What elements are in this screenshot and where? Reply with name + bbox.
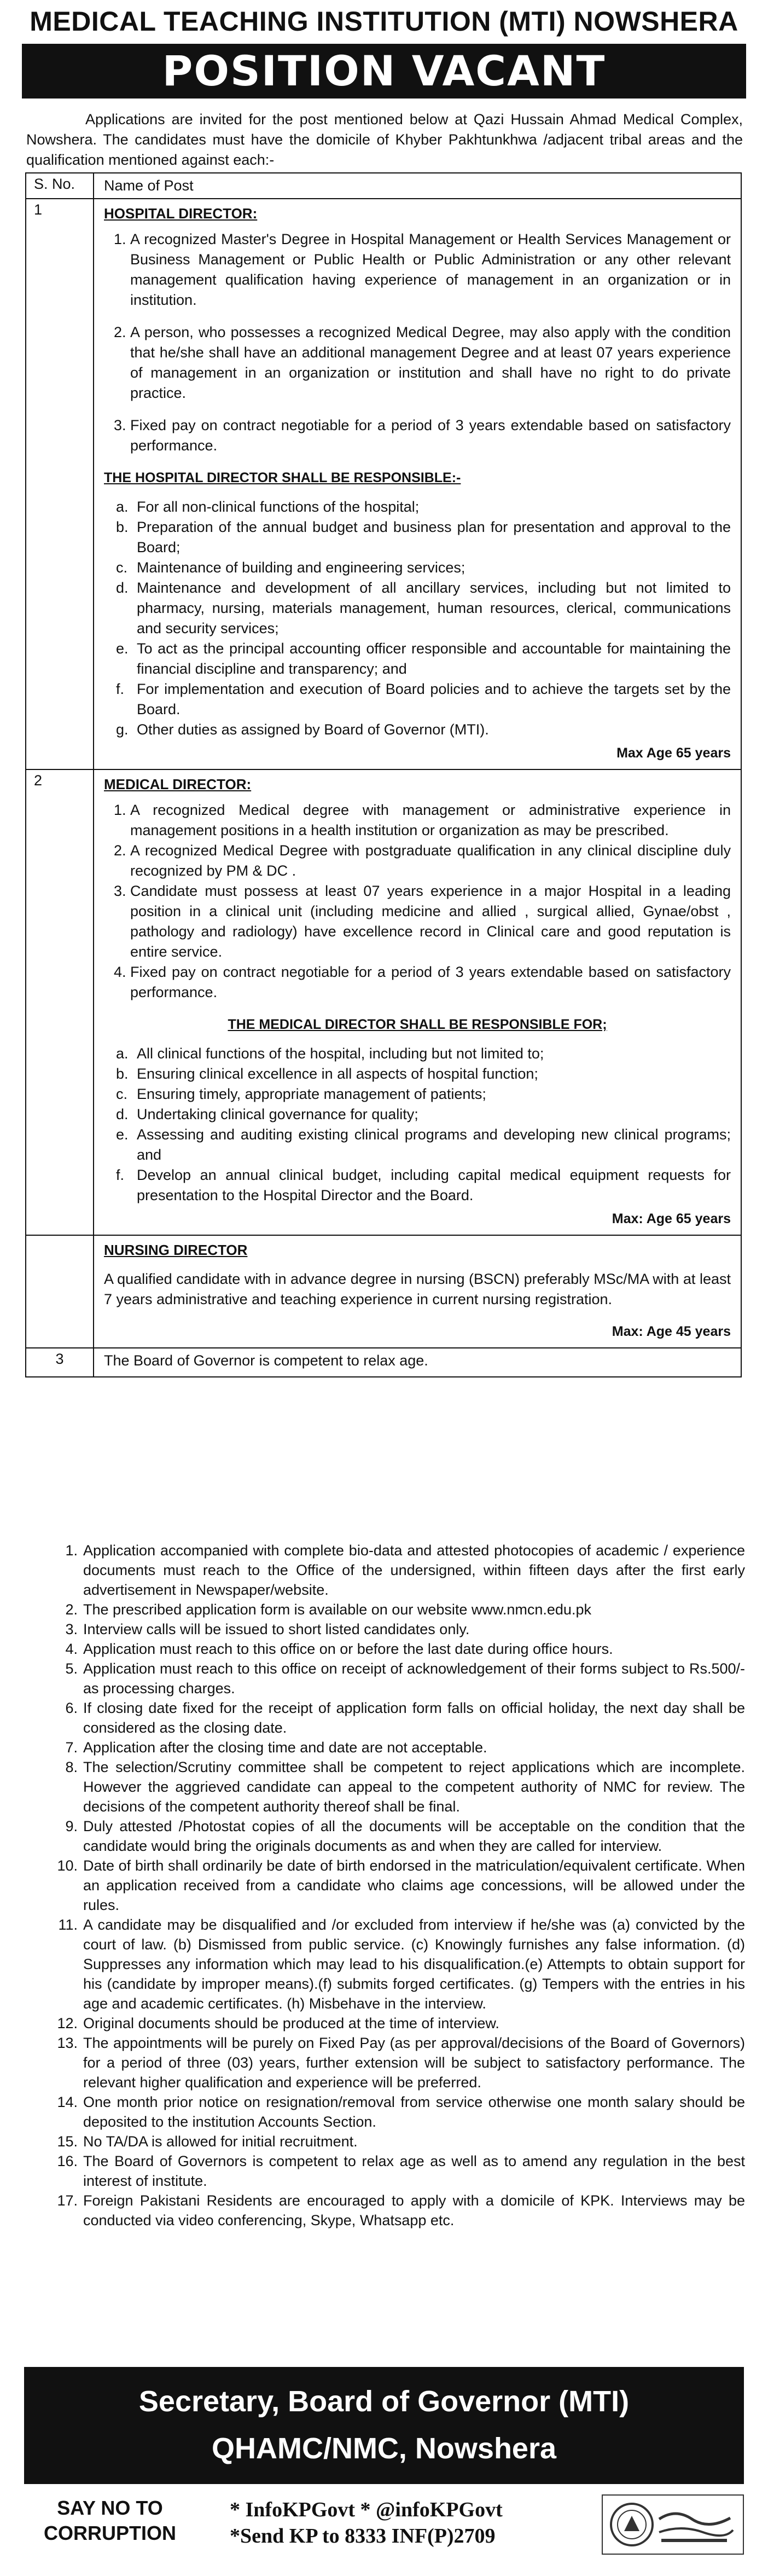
post-title: NURSING DIRECTOR xyxy=(104,1242,248,1258)
qualification-list xyxy=(104,229,731,456)
responsibility-list xyxy=(104,1044,731,1206)
item-text: If closing date fixed for the receipt of application form falls on official holiday, the next day shall be considered as the closing date. xyxy=(83,1700,745,1736)
list-item xyxy=(55,2013,745,2033)
item-number: c. xyxy=(116,1086,128,1102)
item-text: Foreign Pakistani Residents are encouraged to apply with a domicile of KPK. Interviews may be conducted via video conferencing, Skype, Whatsapp etc. xyxy=(83,2192,745,2228)
item-text: Preparation of the annual budget and business plan for presentation and approval to the Board; xyxy=(137,519,731,555)
list-item xyxy=(104,578,731,639)
col-header-sno: S. No. xyxy=(26,173,94,198)
item-number: 10. xyxy=(57,1857,78,1874)
item-number: d. xyxy=(116,580,129,596)
item-text: A recognized Medical Degree with postgraduate qualification in any clinical discipline duly recognized by PM & DC . xyxy=(130,842,731,879)
item-number: 2. xyxy=(65,1601,78,1618)
item-number: 1. xyxy=(65,1542,78,1559)
table-row-medical-director xyxy=(26,769,741,1235)
col-header-post: Name of Post xyxy=(104,177,194,194)
item-number: 3. xyxy=(65,1621,78,1637)
say-no-to-corruption xyxy=(31,2496,189,2546)
item-number: 16. xyxy=(57,2153,78,2169)
item-number: e. xyxy=(116,1126,129,1143)
item-number: 14. xyxy=(57,2094,78,2110)
list-item xyxy=(104,1125,731,1165)
item-number: b. xyxy=(116,1066,129,1082)
list-item xyxy=(55,1915,745,2013)
max-age: Max: Age 65 years xyxy=(612,1211,731,1226)
footer-line-2: QHAMC/NMC, Nowshera xyxy=(211,2432,557,2465)
footer-signature-band xyxy=(24,2367,744,2484)
item-number: 2. xyxy=(114,842,126,859)
responsibility-title: THE HOSPITAL DIRECTOR SHALL BE RESPONSIBLE:- xyxy=(104,470,461,485)
terms-and-conditions-list xyxy=(55,1541,745,2230)
item-number: 8. xyxy=(65,1759,78,1775)
list-item xyxy=(104,962,731,1003)
item-number: 11. xyxy=(58,1917,78,1933)
positions-table xyxy=(25,172,742,1377)
list-item xyxy=(104,1084,731,1104)
nursing-requirements: A qualified candidate with in advance degree in nursing (BSCN) preferably MSc/MA with at least 7 years administrative and teaching experience in current nursing registration. xyxy=(104,1271,731,1307)
item-text: Candidate must possess at least 07 years experience in a major Hospital in a leading position in a clinical unit (including medicine and allied , surgical allied, Gynae/obst , pathology and radiology) have excellence record in Clinical care and good reputation is entire service. xyxy=(130,883,731,960)
social-line-1: * InfoKPGovt * @infoKPGovt xyxy=(230,2498,503,2521)
item-text: Ensuring timely, appropriate management of patients; xyxy=(137,1086,486,1102)
footer-line-1: Secretary, Board of Governor (MTI) xyxy=(138,2385,630,2418)
list-item xyxy=(55,2132,745,2151)
item-text: The selection/Scrutiny committee shall be competent to reject applications which are incomplete. However the aggrieved candidate can appeal to the competent authority of NMC for review. The decisions of the competent authority thereof shall be final. xyxy=(83,1759,745,1815)
list-item xyxy=(55,1698,745,1738)
item-text: Ensuring clinical excellence in all aspects of hospital function; xyxy=(137,1066,538,1082)
item-number: f. xyxy=(116,681,125,697)
say-no-line-1: SAY NO TO xyxy=(57,2497,163,2519)
item-number: e. xyxy=(116,640,129,657)
list-item xyxy=(104,881,731,962)
list-item xyxy=(104,800,731,841)
item-text: Fixed pay on contract negotiable for a period of 3 years extendable based on satisfactory performance. xyxy=(130,417,731,454)
list-item xyxy=(55,1600,745,1619)
item-text: To act as the principal accounting officer responsible and accountable for maintaining the financial discipline and transparency; and xyxy=(137,640,731,677)
kp-emblem-icon xyxy=(604,2497,741,2552)
row-sno xyxy=(26,1236,94,1347)
list-item xyxy=(104,322,731,403)
intro-paragraph: Applications are invited for the post mentioned below at Qazi Hussain Ahmad Medical Complex, Nowshera. The candidates must have the domicile of Khyber Pakhtunkhwa /adjacent tribal areas and the qualification mentioned against each:- xyxy=(26,111,743,168)
item-text: Fixed pay on contract negotiable for a period of 3 years extendable based on satisfactory performance. xyxy=(130,964,731,1000)
item-number: 1. xyxy=(114,231,126,247)
list-item xyxy=(104,497,731,517)
item-number: 3. xyxy=(114,417,126,433)
item-number: a. xyxy=(116,499,129,515)
item-number: c. xyxy=(116,559,128,576)
item-text: The prescribed application form is available on our website www.nmcn.edu.pk xyxy=(83,1601,591,1618)
item-number: 6. xyxy=(65,1700,78,1716)
row-content xyxy=(94,1236,741,1347)
item-number: 17. xyxy=(57,2192,78,2209)
item-text: Maintenance and development of all ancillary services, including but not limited to pharmacy, nursing, materials management, human resources, clerical, communications and security services; xyxy=(137,580,731,636)
post-title: HOSPITAL DIRECTOR: xyxy=(104,205,258,222)
item-text: No TA/DA is allowed for initial recruitment. xyxy=(83,2133,358,2150)
row-sno: 2 xyxy=(26,770,94,1235)
item-number: 15. xyxy=(57,2133,78,2150)
list-item xyxy=(104,415,731,456)
list-item xyxy=(104,1044,731,1064)
item-text: A recognized Master's Degree in Hospital Management or Health Services Management or Business Management or Public Health or Public Administration or any other relevant management qualification having experience of management in an organization or in institution. xyxy=(130,231,731,308)
row-content xyxy=(94,199,741,769)
item-text: Date of birth shall ordinarily be date of birth endorsed in the matriculation/equivalent certificate. When an application received from a candidate who claims age concessions, will be allowed under the rules. xyxy=(83,1857,745,1913)
row-sno: 3 xyxy=(26,1348,94,1376)
responsibility-title: THE MEDICAL DIRECTOR SHALL BE RESPONSIBLE FOR; xyxy=(228,1017,607,1032)
row-content xyxy=(94,770,741,1235)
item-text: Maintenance of building and engineering services; xyxy=(137,559,466,576)
list-item xyxy=(55,2092,745,2132)
social-media-info xyxy=(230,2497,591,2549)
list-item xyxy=(104,679,731,720)
table-row-age-relaxation xyxy=(26,1347,741,1376)
list-item xyxy=(55,1619,745,1639)
list-item xyxy=(55,1738,745,1757)
list-item xyxy=(55,1541,745,1600)
say-no-line-2: CORRUPTION xyxy=(44,2522,176,2544)
list-item xyxy=(55,2191,745,2230)
item-text: Interview calls will be issued to short listed candidates only. xyxy=(83,1621,470,1637)
item-text: The appointments will be purely on Fixed Pay (as per approval/decisions of the Board of Governors) for a period of three (03) years, further extension will be subject to satisfactory performance. The relevant higher qualification and experience will be preferred. xyxy=(83,2035,745,2091)
age-relaxation-text: The Board of Governor is competent to relax age. xyxy=(104,1352,428,1369)
list-item xyxy=(104,229,731,310)
item-number: 4. xyxy=(65,1641,78,1657)
item-number: 13. xyxy=(57,2035,78,2051)
list-item xyxy=(104,1165,731,1206)
item-number: f. xyxy=(116,1167,125,1183)
item-text: The Board of Governors is competent to relax age as well as to amend any regulation in the best interest of institute. xyxy=(83,2153,745,2189)
item-text: A recognized Medical degree with management or administrative experience in management positions in a health institution or organization as may be prescribed. xyxy=(130,802,731,838)
table-row-hospital-director xyxy=(26,198,741,769)
kp-government-logo xyxy=(602,2494,744,2555)
item-text: One month prior notice on resignation/removal from service otherwise one month salary should be deposited to the institution Accounts Section. xyxy=(83,2094,745,2130)
item-text: For implementation and execution of Board policies and to achieve the targets set by the Board. xyxy=(137,681,731,717)
item-text: Application accompanied with complete bio-data and attested photocopies of academic / experience documents must reach to the Office of the undersigned, within fifteen days after the first early advertisement in Newspaper/website. xyxy=(83,1542,745,1598)
list-item xyxy=(104,639,731,679)
item-text: Duly attested /Photostat copies of all the documents will be acceptable on the condition that the candidate would bring the originals documents as and when they are called for interview. xyxy=(83,1818,745,1854)
list-item xyxy=(55,1639,745,1659)
position-vacant-banner: POSITION VACANT xyxy=(22,44,746,99)
list-item xyxy=(55,2033,745,2092)
institution-title: MEDICAL TEACHING INSTITUTION (MTI) NOWSHERA xyxy=(30,6,738,37)
max-age: Max Age 65 years xyxy=(616,745,731,761)
list-item xyxy=(55,1659,745,1698)
item-text: Original documents should be produced at the time of interview. xyxy=(83,2015,499,2031)
item-number: 7. xyxy=(65,1739,78,1756)
item-number: d. xyxy=(116,1106,129,1122)
item-text: All clinical functions of the hospital, including but not limited to; xyxy=(137,1045,544,1062)
qualification-list xyxy=(104,800,731,1003)
item-text: Undertaking clinical governance for quality; xyxy=(137,1106,418,1122)
list-item xyxy=(55,1816,745,1856)
item-number: 9. xyxy=(65,1818,78,1834)
item-text: Other duties as assigned by Board of Governor (MTI). xyxy=(137,721,489,738)
item-text: A candidate may be disqualified and /or excluded from interview if he/she was (a) convicted by the court of law. (b) Dismissed from public service. (c) Knowingly furnishes any false information. (d) Suppresses any information which may lead to his disqualification.(e) Attempts to obtain support for his (candidate by improper means).(f) submits forged certificates. (g) Tempers with the entries in his age and academic certificates. (h) Misbehave in the interview. xyxy=(83,1917,745,2012)
list-item xyxy=(55,2151,745,2191)
list-item xyxy=(55,1757,745,1816)
list-item xyxy=(55,1856,745,1915)
item-number: g. xyxy=(116,721,129,738)
list-item xyxy=(104,1064,731,1084)
list-item xyxy=(104,841,731,881)
item-text: For all non-clinical functions of the hospital; xyxy=(137,499,420,515)
item-number: 12. xyxy=(57,2015,78,2031)
item-text: Application after the closing time and date are not acceptable. xyxy=(83,1739,487,1756)
row-sno: 1 xyxy=(26,199,94,769)
responsibility-list xyxy=(104,497,731,740)
item-number: a. xyxy=(116,1045,129,1062)
item-number: 1. xyxy=(114,802,126,818)
max-age: Max: Age 45 years xyxy=(612,1324,731,1339)
item-number: 3. xyxy=(114,883,126,899)
post-title: MEDICAL DIRECTOR: xyxy=(104,776,252,792)
table-header-row xyxy=(26,173,741,198)
table-row-nursing-director xyxy=(26,1235,741,1347)
social-line-2: *Send KP to 8333 INF(P)2709 xyxy=(230,2525,496,2548)
item-text: Application must reach to this office on receipt of acknowledgement of their forms subject to Rs.500/- as processing charges. xyxy=(83,1660,745,1697)
item-number: 2. xyxy=(114,324,126,340)
item-text: Assessing and auditing existing clinical programs and developing new clinical programs; and xyxy=(137,1126,731,1163)
list-item xyxy=(104,517,731,558)
item-number: 4. xyxy=(114,964,126,980)
list-item xyxy=(104,720,731,740)
list-item xyxy=(104,1104,731,1125)
item-text: A person, who possesses a recognized Medical Degree, may also apply with the condition that he/she shall have an additional management Degree and at least 07 years experience of management in an organization or institution and shall have no right to do private practice. xyxy=(130,324,731,401)
item-text: Application must reach to this office on or before the last date during office hours. xyxy=(83,1641,613,1657)
item-number: b. xyxy=(116,519,129,535)
item-text: Develop an annual clinical budget, including capital medical equipment requests for presentation to the Hospital Director and the Board. xyxy=(137,1167,731,1203)
item-number: 5. xyxy=(65,1660,78,1677)
list-item xyxy=(104,558,731,578)
